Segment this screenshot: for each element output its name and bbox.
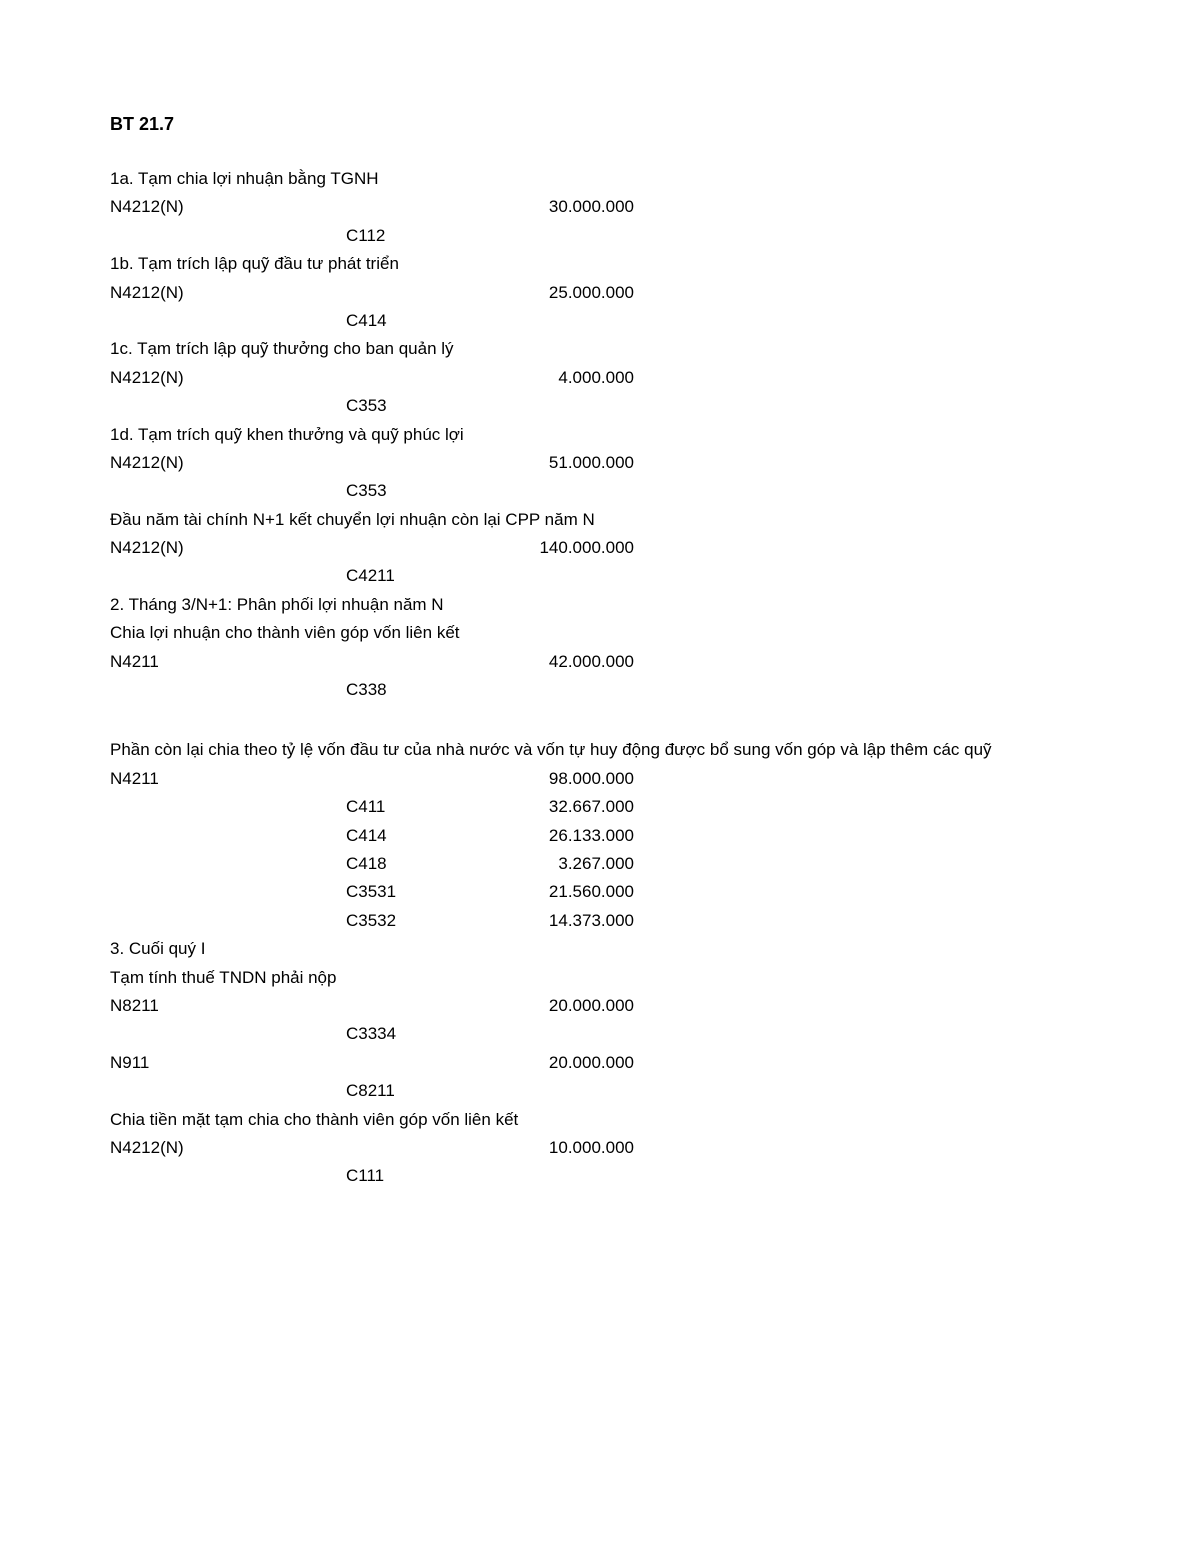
debit-account: N8211 (110, 995, 159, 1015)
entry-line (0, 392, 1200, 420)
amount: 140.000.000 (539, 538, 634, 558)
entry-line (0, 193, 1200, 221)
amount: 4.000.000 (558, 367, 634, 387)
description-line (0, 250, 1200, 278)
credit-account: C3334 (346, 1024, 397, 1044)
credit-account: C418 (346, 853, 387, 873)
entry-line (0, 907, 1200, 935)
entry-line (0, 279, 1200, 307)
amount: 25.000.000 (548, 282, 634, 302)
entry-line (0, 765, 1200, 793)
debit-account: N4212(N) (110, 367, 184, 387)
amount: 20.000.000 (548, 1052, 634, 1072)
document-title: BT 21.7 (110, 114, 175, 134)
credit-account: C3532 (346, 910, 397, 930)
credit-account: C411 (346, 797, 386, 817)
blank-line (0, 704, 1200, 736)
credit-account: C112 (346, 225, 386, 245)
debit-account: N4212(N) (110, 452, 184, 472)
credit-account: C414 (346, 825, 387, 845)
debit-account: N911 (110, 1052, 150, 1072)
description-text: Chia tiền mặt tạm chia cho thành viên góp vốn liên kết (110, 1109, 519, 1129)
entry-line (0, 1162, 1200, 1190)
description-line (0, 736, 1200, 764)
description-line (0, 506, 1200, 534)
description-text: Phần còn lại chia theo tỷ lệ vốn đầu tư của nhà nước và vốn tự huy động được bổ sung vốn góp và lập thêm các quỹ (110, 740, 992, 760)
debit-account: N4212(N) (110, 282, 184, 302)
description-line (0, 619, 1200, 647)
amount: 32.667.000 (548, 797, 634, 817)
credit-account: C353 (346, 396, 387, 416)
description-line (0, 935, 1200, 963)
credit-account: C111 (346, 1166, 385, 1186)
entry-line (0, 449, 1200, 477)
amount: 98.000.000 (548, 768, 634, 788)
description-text: 1b. Tạm trích lập quỹ đầu tư phát triển (110, 254, 399, 274)
debit-account: N4212(N) (110, 1137, 184, 1157)
journal-entries (0, 165, 1200, 1191)
entry-line (0, 992, 1200, 1020)
description-line (0, 1106, 1200, 1134)
credit-account: C8211 (346, 1081, 395, 1101)
amount: 14.373.000 (548, 910, 634, 930)
debit-account: N4212(N) (110, 197, 184, 217)
description-text: 1d. Tạm trích quỹ khen thưởng và quỹ phúc lợi (110, 424, 464, 444)
amount: 21.560.000 (548, 882, 634, 902)
description-line (0, 165, 1200, 193)
amount: 10.000.000 (548, 1137, 634, 1157)
entry-line (0, 562, 1200, 590)
description-text: 1c. Tạm trích lập quỹ thưởng cho ban quản lý (110, 339, 454, 359)
entry-line (0, 676, 1200, 704)
description-text: Tạm tính thuế TNDN phải nộp (110, 967, 337, 987)
description-line (0, 964, 1200, 992)
description-text: Đầu năm tài chính N+1 kết chuyển lợi nhuận còn lại CPP năm N (110, 509, 595, 529)
credit-account: C338 (346, 680, 387, 700)
entry-line (0, 850, 1200, 878)
credit-account: C353 (346, 481, 387, 501)
entry-line (0, 648, 1200, 676)
entry-line (0, 222, 1200, 250)
description-text: 3. Cuối quý I (110, 939, 206, 959)
entry-line (0, 1134, 1200, 1162)
entry-line (0, 822, 1200, 850)
amount: 20.000.000 (548, 995, 634, 1015)
amount: 3.267.000 (558, 853, 634, 873)
amount: 26.133.000 (548, 825, 634, 845)
entry-line (0, 477, 1200, 505)
description-line (0, 335, 1200, 363)
debit-account: N4212(N) (110, 538, 184, 558)
credit-account: C414 (346, 310, 387, 330)
description-text: Chia lợi nhuận cho thành viên góp vốn liên kết (110, 623, 460, 643)
amount: 42.000.000 (548, 651, 634, 671)
debit-account: N4211 (110, 768, 159, 788)
entry-line (0, 793, 1200, 821)
description-text: 1a. Tạm chia lợi nhuận bằng TGNH (110, 169, 379, 188)
amount: 51.000.000 (548, 452, 634, 472)
entry-line (0, 364, 1200, 392)
description-line (0, 591, 1200, 619)
credit-account: C4211 (346, 566, 395, 586)
amount: 30.000.000 (548, 197, 634, 217)
credit-account: C3531 (346, 882, 397, 902)
entry-line (0, 307, 1200, 335)
entry-line (0, 1077, 1200, 1105)
entry-line (0, 1049, 1200, 1077)
debit-account: N4211 (110, 651, 159, 671)
entry-line (0, 1020, 1200, 1048)
description-line (0, 421, 1200, 449)
entry-line (0, 534, 1200, 562)
description-text: 2. Tháng 3/N+1: Phân phối lợi nhuận năm N (110, 594, 444, 614)
entry-line (0, 878, 1200, 906)
